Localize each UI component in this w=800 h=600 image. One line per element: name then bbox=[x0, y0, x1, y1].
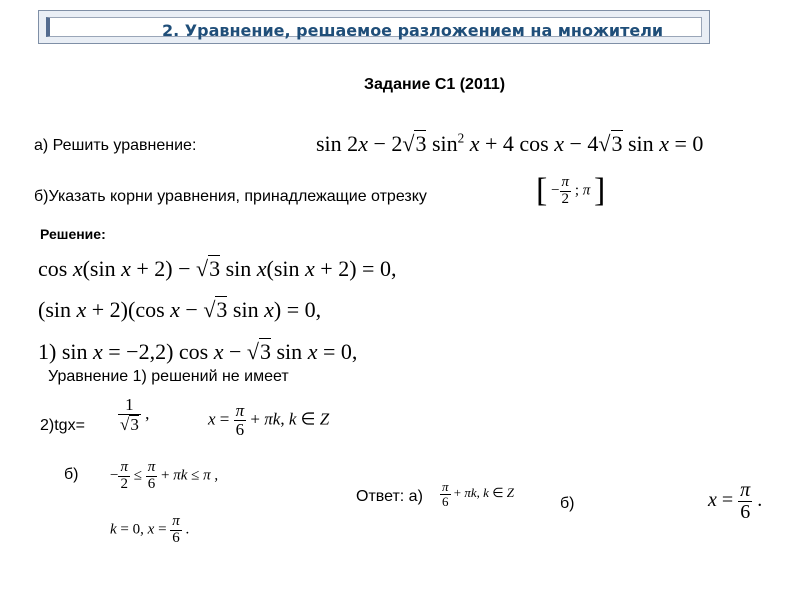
inequality: − $\frac{\pi}{2}$ ≤ $\frac{\pi}{6}$ + πk ≤ π , bbox=[110, 459, 219, 492]
task-label: Задание С1 (2011) bbox=[364, 76, 506, 93]
no-solutions-text: Уравнение 1) решений не имеет bbox=[48, 368, 289, 385]
solution-step-2: (sin x + 2)(cos x − √3 sin x) = 0, bbox=[38, 297, 322, 322]
answer-a-formula: $\frac{\pi}{6}$ + πk, k ∈ Z bbox=[442, 479, 514, 509]
b-label-2: б) bbox=[560, 495, 575, 512]
part-b-label: б)Указать корни уравнения, принадлежащие отрезку bbox=[34, 188, 427, 205]
k-result: k = 0, x = $\frac{\pi}{6}$ . bbox=[110, 513, 190, 546]
solution-step-1: cos x(sin x + 2) − √3 sin x(sin x + 2) = 0, bbox=[38, 256, 397, 281]
b-label-1: б) bbox=[64, 466, 79, 483]
title-inner-frame bbox=[46, 17, 702, 40]
segment-interval: [ − $\frac{\pi}{2}$ ; π ] bbox=[536, 172, 606, 209]
answer-label: Ответ: а) bbox=[356, 488, 423, 505]
solution-step-3: 1) sin x = −2,2) cos x − √3 sin x = 0, bbox=[38, 339, 358, 364]
main-equation: sin 2x − 2√3 $\sin^2 x + 4$ cos x − 4√3 sin x = 0 bbox=[316, 130, 704, 156]
solution-label: Решение: bbox=[40, 226, 106, 242]
tgx-value: $\frac{1}{√3}$ , bbox=[120, 395, 150, 434]
part-a-label: а) Решить уравнение: bbox=[34, 137, 197, 154]
title-frame bbox=[38, 10, 710, 44]
answer-b-formula: x = $\frac{\pi}{6}$ . bbox=[708, 479, 763, 523]
general-solution: x = $\frac{\pi}{6}$ + πk, k ∈ Z bbox=[208, 401, 330, 439]
tgx-label: 2)tgx= bbox=[40, 417, 85, 434]
slide-title: 2. Уравнение, решаемое разложением на множители bbox=[162, 21, 664, 40]
